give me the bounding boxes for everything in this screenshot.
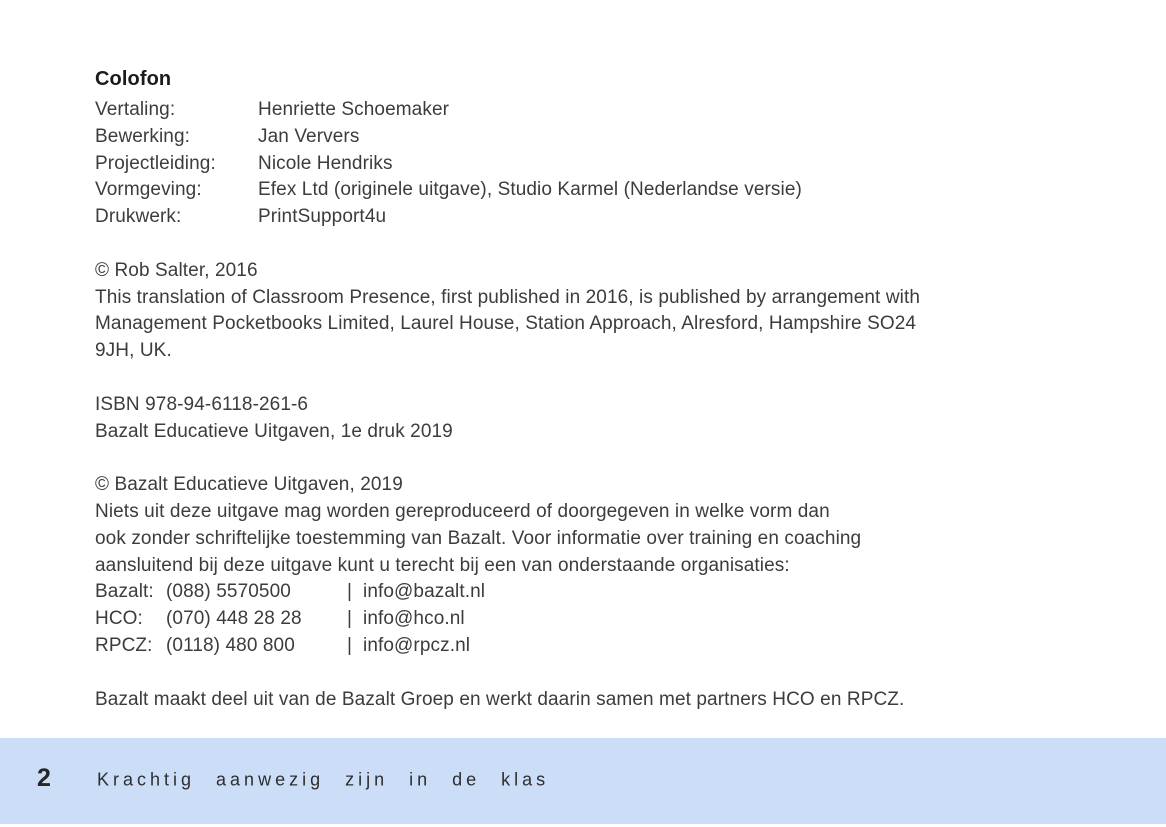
credit-row-vormgeving: [95, 177, 1075, 204]
footer-inner: [0, 738, 1166, 824]
publisher-text-line: Niets uit deze uitgave mag worden gereproduceerd of doorgegeven in welke vorm dan: [95, 500, 830, 522]
contact-org: RPCZ:: [95, 634, 153, 656]
contact-phone: (070) 448 28 28: [166, 608, 302, 630]
isbn-line: ISBN 978-94-6118-261-6: [95, 393, 309, 415]
contact-org: HCO:: [95, 608, 143, 630]
isbn-paragraph: [95, 392, 1075, 446]
copyright-author-line: © Rob Salter, 2016: [95, 259, 258, 281]
edition-line: Bazalt Educatieve Uitgaven, 1e druk 2019: [95, 420, 453, 442]
contact-separator: |: [347, 581, 353, 603]
contact-separator: |: [347, 608, 353, 630]
rights-text-line: Management Pocketbooks Limited, Laurel House, Station Approach, Alresford, Hampshire SO24: [95, 313, 917, 335]
credit-label: Vertaling:: [95, 99, 176, 120]
credit-row-vertaling: [95, 97, 1075, 124]
credit-value: Henriette Schoemaker: [258, 99, 450, 120]
rights-text-line: This translation of Classroom Presence, first published in 2016, is published by arrangement with: [95, 286, 921, 308]
credit-row-bewerking: [95, 124, 1075, 151]
credit-value: PrintSupport4u: [258, 206, 387, 228]
colophon-page: [95, 66, 1075, 713]
contacts-list: [95, 579, 1075, 659]
credit-value: Efex Ltd (originele uitgave), Studio Karmel (Nederlandse versie): [258, 179, 802, 201]
copyright-publisher-line: © Bazalt Educatieve Uitgaven, 2019: [95, 474, 403, 496]
page-title: Colofon: [95, 68, 172, 90]
page-number: 2: [37, 764, 51, 793]
footer-bar: [0, 738, 1166, 824]
contact-separator: |: [347, 634, 353, 656]
rights-text-line: 9JH, UK.: [95, 340, 172, 362]
contact-row-bazalt: [95, 579, 1075, 606]
contact-row-rpcz: [95, 633, 1075, 660]
closing-line: Bazalt maakt deel uit van de Bazalt Groep en werkt daarin samen met partners HCO en RPCZ.: [95, 688, 905, 710]
credit-label: Drukwerk:: [95, 206, 182, 228]
credit-label: Bewerking:: [95, 125, 190, 147]
credit-value: Nicole Hendriks: [258, 152, 393, 174]
credits-list: [95, 97, 1075, 231]
credit-row-projectleiding: [95, 151, 1075, 178]
publisher-paragraph: [95, 472, 1075, 579]
credit-label: Vormgeving:: [95, 179, 202, 201]
contact-org: Bazalt:: [95, 581, 154, 603]
contact-email: info@rpcz.nl: [363, 634, 471, 656]
contact-email: info@bazalt.nl: [363, 581, 486, 603]
contact-email: info@hco.nl: [363, 608, 465, 630]
contact-row-hco: [95, 606, 1075, 633]
credit-value: Jan Ververs: [258, 125, 360, 147]
running-book-title: Krachtig aanwezig zijn in de klas: [97, 769, 550, 790]
publisher-text-line: aansluitend bij deze uitgave kunt u terecht bij een van onderstaande organisaties:: [95, 554, 790, 576]
publisher-text-line: ook zonder schriftelijke toestemming van Bazalt. Voor informatie over training en coaching: [95, 527, 862, 549]
contact-phone: (0118) 480 800: [166, 634, 295, 656]
credit-label: Projectleiding:: [95, 152, 216, 174]
credit-row-drukwerk: [95, 204, 1075, 231]
contact-phone: (088) 5570500: [166, 581, 291, 603]
rights-paragraph: [95, 258, 1075, 365]
